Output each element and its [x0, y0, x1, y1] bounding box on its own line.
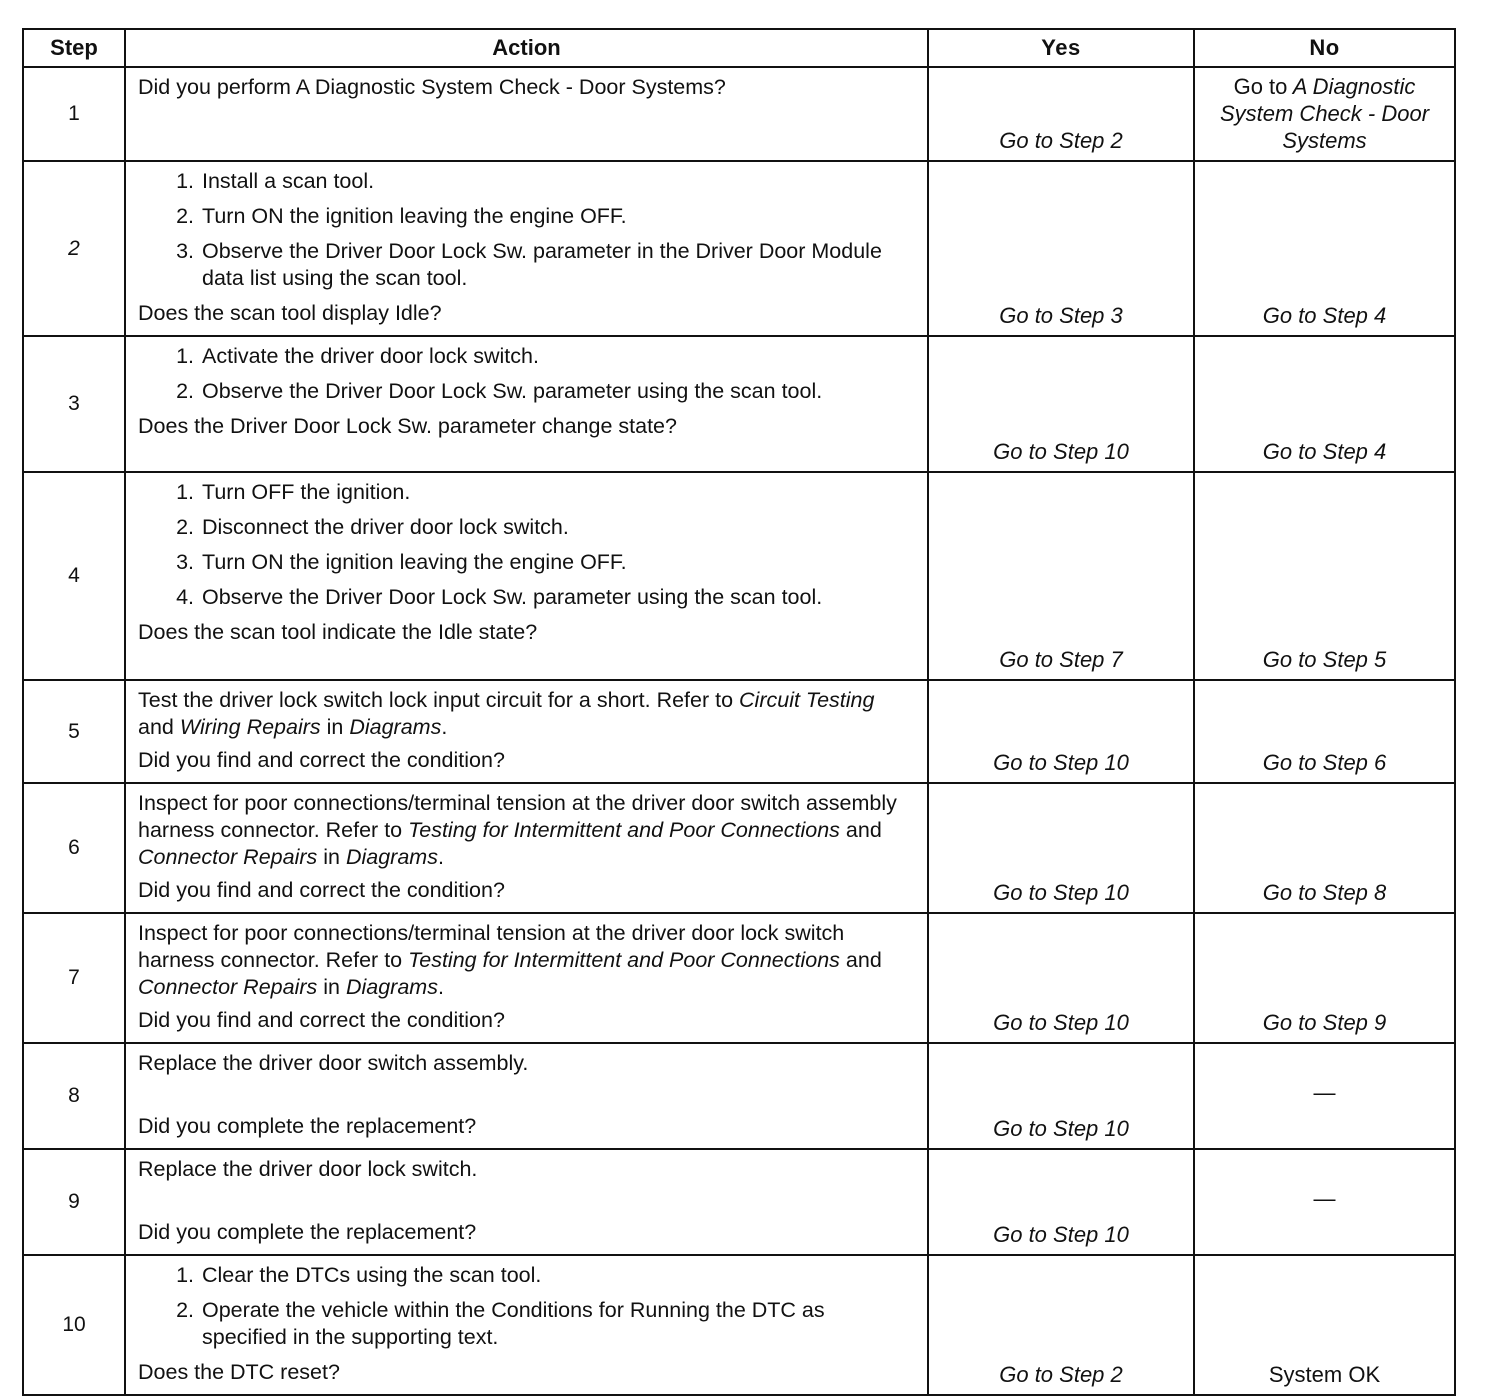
yes-cell: Go to Step 3 [928, 161, 1194, 336]
reference-link: Circuit Testing [739, 688, 875, 712]
substep-number: 2. [176, 204, 194, 228]
no-cell: Go to Step 6 [1194, 680, 1455, 783]
action-text: Replace the driver door switch assembly. [138, 1051, 529, 1075]
no-cell: Go to Step 8 [1194, 783, 1455, 913]
reference-link: Connector Repairs [138, 845, 318, 869]
question-text: Does the scan tool indicate the Idle state? [138, 620, 538, 644]
substep-list [138, 343, 915, 405]
question-text: Did you find and correct the condition? [138, 878, 505, 902]
table-row [23, 680, 1455, 783]
step-number: 1 [23, 67, 125, 161]
action-text: Did you perform A Diagnostic System Check - Door Systems? [138, 75, 726, 99]
diagnostic-table [22, 28, 1456, 1396]
no-cell: — [1194, 1149, 1455, 1255]
action-text [138, 687, 915, 741]
text-segment: Inspect for poor connections/terminal tension at the driver door switch assembly harness connector. Refer to [138, 791, 897, 842]
question-text: Does the scan tool display Idle? [138, 301, 442, 325]
substep-number: 1. [176, 344, 194, 368]
table-row [23, 67, 1455, 161]
yes-cell: Go to Step 2 [928, 67, 1194, 161]
substep-text: Activate the driver door lock switch. [202, 344, 539, 368]
step-number [23, 161, 125, 336]
action-text [138, 920, 915, 1001]
list-item [138, 168, 915, 195]
yes-cell: Go to Step 10 [928, 1149, 1194, 1255]
yes-cell: Go to Step 10 [928, 783, 1194, 913]
list-item [138, 343, 915, 370]
table-row [23, 472, 1455, 680]
header-action: Action [125, 29, 928, 67]
question-text: Did you complete the replacement? [138, 1220, 477, 1244]
text-segment: and [839, 818, 882, 842]
no-cell [1194, 67, 1455, 161]
action-cell [125, 67, 928, 161]
substep-text: Turn ON the ignition leaving the engine OFF. [202, 550, 627, 574]
reference-link: Testing for Intermittent and Poor Connections [408, 948, 840, 972]
header-row [23, 29, 1455, 67]
text-segment: Test the driver lock switch lock input circuit for a short. Refer to [138, 688, 740, 712]
substep-list [138, 168, 915, 292]
substep-text: Turn OFF the ignition. [202, 480, 411, 504]
list-item [138, 479, 915, 506]
action-cell [125, 680, 928, 783]
action-cell [125, 472, 928, 680]
question-text: Does the DTC reset? [138, 1360, 340, 1384]
text-segment: in [317, 975, 346, 999]
text-segment: . [441, 715, 448, 739]
substep-list [138, 1262, 915, 1351]
step-number: 9 [23, 1149, 125, 1255]
list-item [138, 584, 915, 611]
substep-list [138, 479, 915, 611]
step-number: 4 [23, 472, 125, 680]
substep-text: Disconnect the driver door lock switch. [202, 515, 569, 539]
list-item [138, 203, 915, 230]
step-number: 10 [23, 1255, 125, 1395]
table-row [23, 913, 1455, 1043]
substep-number: 1. [176, 1263, 194, 1287]
step-number: 6 [23, 783, 125, 913]
substep-text: Observe the Driver Door Lock Sw. parameter using the scan tool. [202, 379, 823, 403]
reference-link: Connector Repairs [138, 975, 318, 999]
table-row [23, 783, 1455, 913]
text-segment: . [437, 975, 444, 999]
list-item [138, 549, 915, 576]
action-cell [125, 1149, 928, 1255]
question-text: Does the Driver Door Lock Sw. parameter change state? [138, 414, 677, 438]
question-text: Did you complete the replacement? [138, 1114, 477, 1138]
reference-link: Wiring Repairs [179, 715, 321, 739]
substep-text: Operate the vehicle within the Conditions for Running the DTC as specified in the supporting text. [202, 1298, 825, 1349]
list-item [138, 1262, 915, 1289]
action-cell [125, 1043, 928, 1149]
table-row [23, 336, 1455, 472]
reference-link: Testing for Intermittent and Poor Connections [408, 818, 840, 842]
question-text: Did you find and correct the condition? [138, 748, 505, 772]
yes-cell: Go to Step 2 [928, 1255, 1194, 1395]
substep-text: Observe the Driver Door Lock Sw. parameter using the scan tool. [202, 585, 823, 609]
action-cell [125, 913, 928, 1043]
no-cell: Go to Step 4 [1194, 161, 1455, 336]
yes-cell: Go to Step 10 [928, 336, 1194, 472]
header-yes: Yes [928, 29, 1194, 67]
step-number: 7 [23, 913, 125, 1043]
reference-link: Diagrams [345, 975, 438, 999]
no-cell: Go to Step 5 [1194, 472, 1455, 680]
text-segment: and [839, 948, 882, 972]
list-item [138, 1297, 915, 1351]
step-number: 3 [23, 336, 125, 472]
yes-cell: Go to Step 10 [928, 1043, 1194, 1149]
reference-link: Diagrams [349, 715, 442, 739]
question-text: Did you find and correct the condition? [138, 1008, 505, 1032]
substep-number: 2. [176, 515, 194, 539]
list-item [138, 514, 915, 541]
no-cell-prefix: Go to [1233, 74, 1288, 99]
substep-number: 4. [176, 585, 194, 609]
reference-link: Diagrams [345, 845, 438, 869]
no-cell: System OK [1194, 1255, 1455, 1395]
yes-cell: Go to Step 10 [928, 913, 1194, 1043]
substep-number: 1. [176, 169, 194, 193]
action-cell [125, 783, 928, 913]
substep-number: 2. [176, 1298, 194, 1322]
action-cell [125, 161, 928, 336]
header-step: Step [23, 29, 125, 67]
table-row [23, 1255, 1455, 1395]
list-item [138, 378, 915, 405]
step-number: 5 [23, 680, 125, 783]
substep-number: 3. [176, 550, 194, 574]
substep-number: 3. [176, 239, 194, 263]
no-cell-reference: A Diagnostic System Check - Door Systems [1219, 74, 1430, 153]
substep-number: 2. [176, 379, 194, 403]
yes-cell: Go to Step 7 [928, 472, 1194, 680]
action-cell [125, 1255, 928, 1395]
text-segment: in [317, 845, 346, 869]
step-number-text: 2 [68, 236, 80, 260]
yes-cell: Go to Step 10 [928, 680, 1194, 783]
substep-text: Install a scan tool. [202, 169, 375, 193]
text-segment: and [138, 715, 180, 739]
substep-text: Observe the Driver Door Lock Sw. parameter in the Driver Door Module data list using the scan tool. [202, 239, 882, 290]
action-cell [125, 336, 928, 472]
table-row [23, 1149, 1455, 1255]
text-segment: Inspect for poor connections/terminal tension at the driver door lock switch harness connector. Refer to [138, 921, 845, 972]
substep-text: Turn ON the ignition leaving the engine OFF. [202, 204, 627, 228]
substep-number: 1. [176, 480, 194, 504]
table-row [23, 1043, 1455, 1149]
action-text: Replace the driver door lock switch. [138, 1157, 478, 1181]
text-segment: in [320, 715, 350, 739]
header-no: No [1194, 29, 1455, 67]
substep-text: Clear the DTCs using the scan tool. [202, 1263, 542, 1287]
no-cell: Go to Step 4 [1194, 336, 1455, 472]
no-cell: Go to Step 9 [1194, 913, 1455, 1043]
step-number: 8 [23, 1043, 125, 1149]
action-text [138, 790, 915, 871]
text-segment: . [437, 845, 444, 869]
list-item [138, 238, 915, 292]
no-cell: — [1194, 1043, 1455, 1149]
table-row [23, 161, 1455, 336]
